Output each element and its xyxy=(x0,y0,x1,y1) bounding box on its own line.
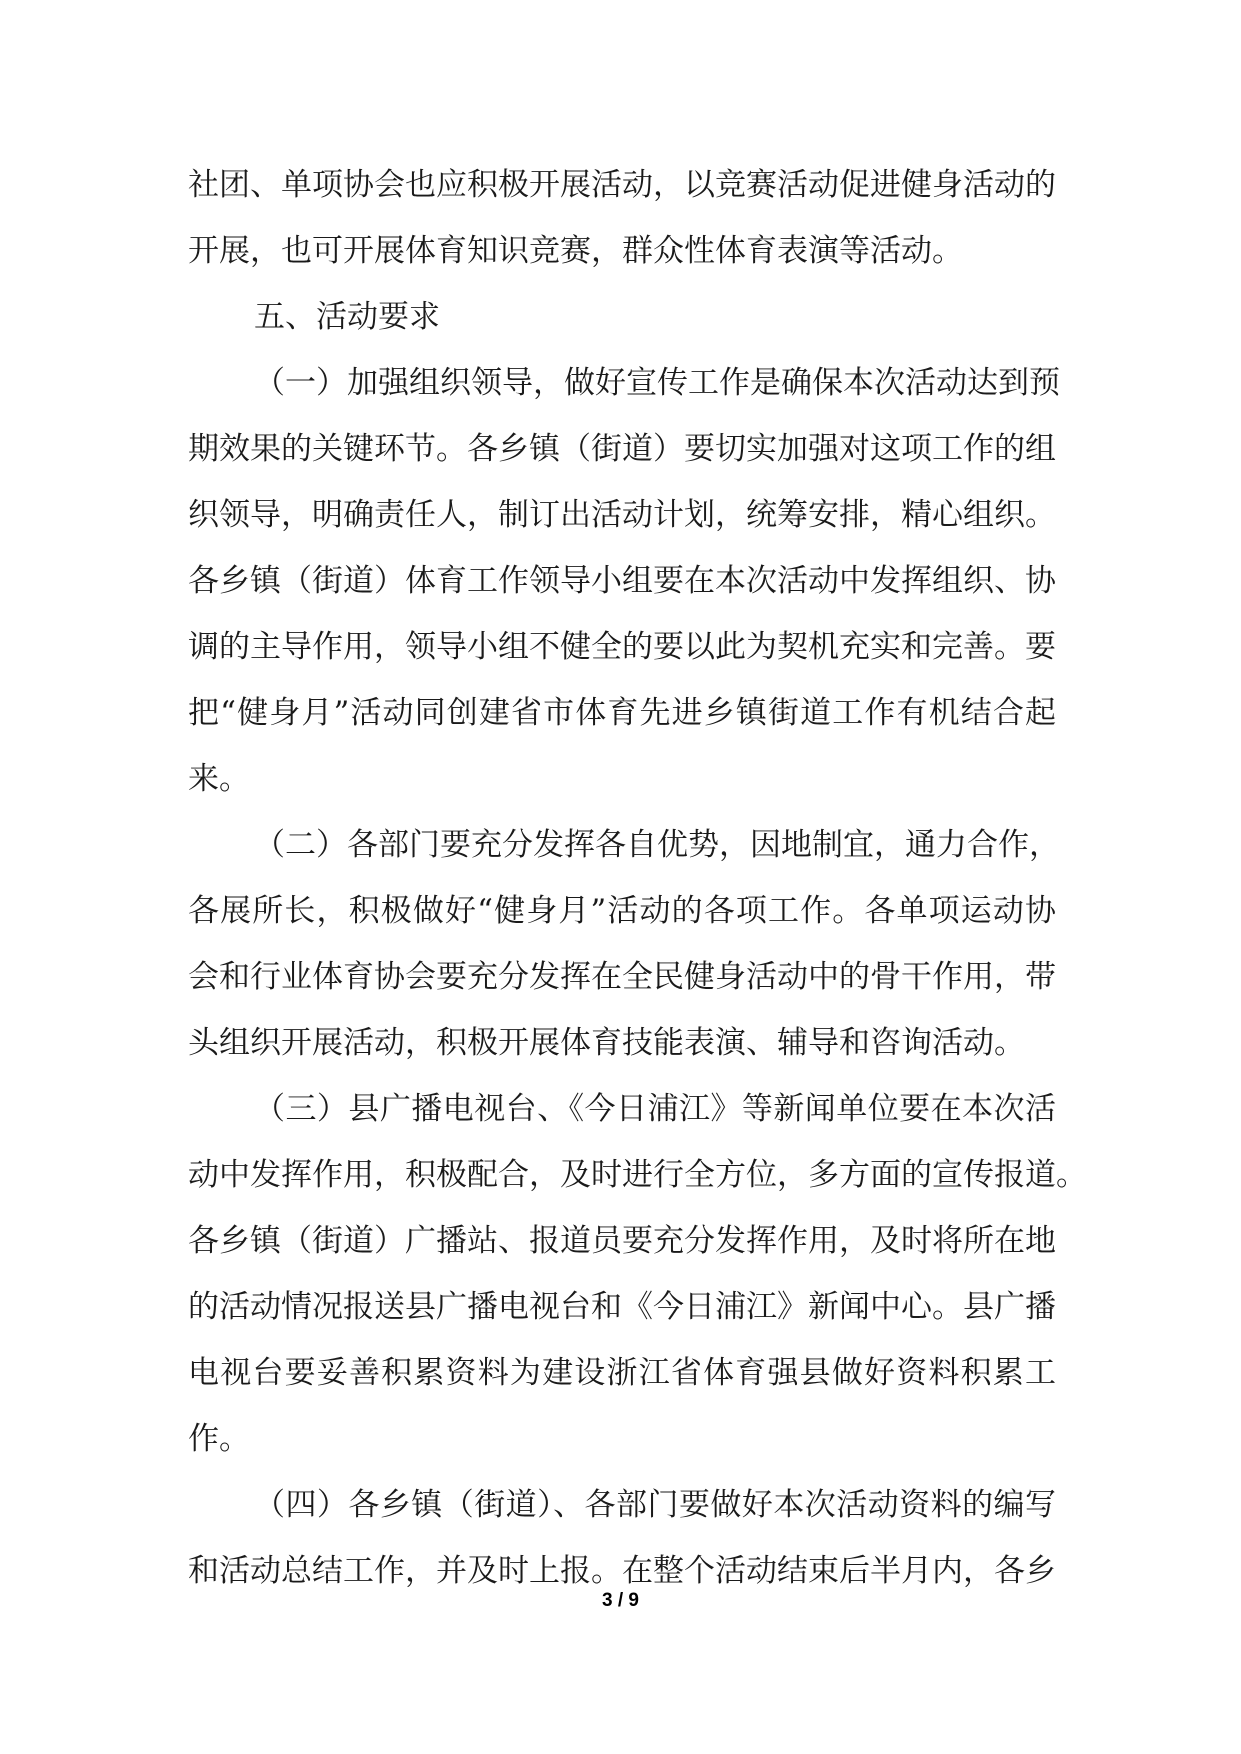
paragraph-start-line: （四）各乡镇（街道）、各部门要做好本次活动资料的编写 xyxy=(254,1487,1056,1523)
text-line: 各乡镇（街道）体育工作领导小组要在本次活动中发挥组织、协 xyxy=(188,563,1056,599)
paragraph-start-line: （三）县广播电视台、《今日浦江》等新闻单位要在本次活 xyxy=(254,1091,1056,1127)
text-line: 各展所长，积极做好“健身月”活动的各项工作。各单项运动协 xyxy=(188,893,1056,929)
text-line: 调的主导作用，领导小组不健全的要以此为契机充实和完善。要 xyxy=(188,629,1056,665)
paragraph-start-line: （一）加强组织领导，做好宣传工作是确保本次活动达到预 xyxy=(254,365,1060,401)
text-line: 把“健身月”活动同创建省市体育先进乡镇街道工作有机结合起 xyxy=(188,695,1056,731)
page-number: 3 / 9 xyxy=(602,1590,639,1611)
text-line: 会和行业体育协会要充分发挥在全民健身活动中的骨干作用，带 xyxy=(188,959,1056,995)
text-line: 来。 xyxy=(188,761,250,797)
text-line: 头组织开展活动，积极开展体育技能表演、辅导和咨询活动。 xyxy=(188,1025,1025,1061)
text-line: 电视台要妥善积累资料为建设浙江省体育强县做好资料积累工 xyxy=(188,1355,1056,1391)
text-line: 和活动总结工作，并及时上报。在整个活动结束后半月内，各乡 xyxy=(188,1553,1056,1589)
document-body xyxy=(188,152,1087,1604)
text-line: 织领导，明确责任人，制订出活动计划，统筹安排，精心组织。 xyxy=(188,497,1056,533)
text-line: 动中发挥作用，积极配合，及时进行全方位，多方面的宣传报道。 xyxy=(188,1157,1087,1193)
text-line: 各乡镇（街道）广播站、报道员要充分发挥作用，及时将所在地 xyxy=(188,1223,1056,1259)
text-line: 的活动情况报送县广播电视台和《今日浦江》新闻中心。县广播 xyxy=(188,1289,1056,1325)
text-line: 期效果的关键环节。各乡镇（街道）要切实加强对这项工作的组 xyxy=(188,431,1056,467)
text-line: 开展，也可开展体育知识竞赛，群众性体育表演等活动。 xyxy=(188,233,963,269)
text-line: 社团、单项协会也应积极开展活动，以竞赛活动促进健身活动的 xyxy=(188,167,1056,203)
text-line: 作。 xyxy=(188,1421,250,1457)
section-heading: 五、活动要求 xyxy=(254,299,440,335)
paragraph-start-line: （二）各部门要充分发挥各自优势，因地制宜，通力合作， xyxy=(254,827,1060,863)
